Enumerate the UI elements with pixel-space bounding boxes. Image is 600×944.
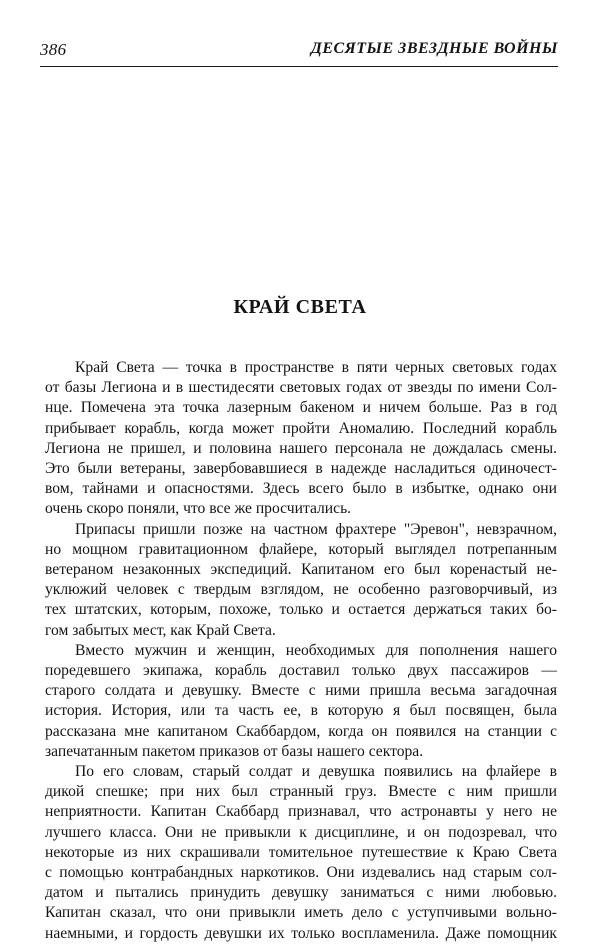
text-line: По его словам, старый солдат и девушка появились на флайере в [75, 763, 557, 781]
text-line: от базы Легиона и в шестидесяти световых годах от звезды по имени Сол- [45, 379, 557, 397]
text-line: с помощью контрабандных наркотиков. Они издевались над старым сол- [45, 864, 557, 882]
text-line: лучшего класса. Они не привыкли к дисциплине, и он подозревал, что [45, 823, 557, 841]
text-line: поредевшего экипажа, корабль доставил только двух пассажиров — [45, 662, 557, 680]
page-number: 386 [40, 40, 67, 59]
text-line: некоторые из них скрашивали томительное путешествие к Краю Света [45, 843, 557, 861]
text-line: но мощном гравитационном флайере, который выглядел потрепанным [45, 540, 557, 558]
running-title: ДЕСЯТЫЕ ЗВЕЗДНЫЕ ВОЙНЫ [310, 40, 558, 57]
text-line: Вместо мужчин и женщин, необходимых для пополнения нашего [75, 641, 557, 659]
text-line: ветераном незаконных экспедиций. Капитаном его был коренастый не- [45, 561, 557, 579]
text-line: история. История, или та часть ее, в которую я был посвящен, была [45, 702, 557, 720]
header-rule [40, 66, 558, 67]
text-line: Капитан сказал, что они привыкли иметь дело с уступчивыми вольно- [45, 904, 557, 922]
paragraph [45, 520, 557, 641]
paragraph [45, 762, 557, 944]
text-line: старого солдата и девушку. Вместе с ними пришла весьма загадочная [45, 682, 557, 700]
text-line: Это были ветераны, завербовавшиеся в надежде насладиться одиночест- [45, 460, 557, 478]
text-line: Край Света — точка в пространстве в пяти черных световых годах [75, 359, 557, 376]
text-line: тех штатских, которым, похоже, только и остается держаться таких бо- [45, 601, 557, 619]
text-line: наемными, и гордость девушки их только воспламенила. Даже помощник [45, 924, 557, 942]
text-line: неприятности. Капитан Скаббард признавал, что астронавты у него не [45, 803, 557, 821]
paragraph [45, 641, 557, 762]
text-line: дикой спешке; при них был странный груз. Вместе с ним пришли [45, 783, 557, 801]
text-line: вом, тайнами и опасностями. Здесь всего было в избытке, однако они [45, 480, 557, 498]
running-header [40, 40, 558, 64]
text-line: рассказана мне капитаном Скаббардом, когда он появился на станции с [45, 722, 557, 740]
chapter-title: КРАЙ СВЕТА [233, 296, 367, 318]
text-line: очень скоро поняли, что все же просчитались. [45, 500, 352, 518]
text-line: нце. Помечена эта точка лазерным бакеном и ничем больше. Раз в год [45, 399, 557, 417]
text-line: прибывает корабль, когда может пройти Аномалию. Последний корабль [45, 419, 557, 437]
chapter-body [45, 358, 557, 944]
text-line: Припасы пришли позже на частном фрахтере "Эревон", невзрачном, [75, 520, 557, 538]
text-line: гом забытых мест, как Край Света. [45, 621, 276, 639]
text-line: запечатанным пакетом приказов от базы нашего сектора. [45, 742, 424, 760]
text-line: Легиона не пришел, и половина нашего персонала не дождалась смены. [45, 439, 557, 457]
text-line: уклюжий человек с твердым взглядом, не особенно разговорчивый, из [45, 581, 557, 599]
paragraph [45, 358, 557, 520]
text-line: датом и пытались принудить девушку заниматься с ними любовью. [45, 884, 557, 902]
